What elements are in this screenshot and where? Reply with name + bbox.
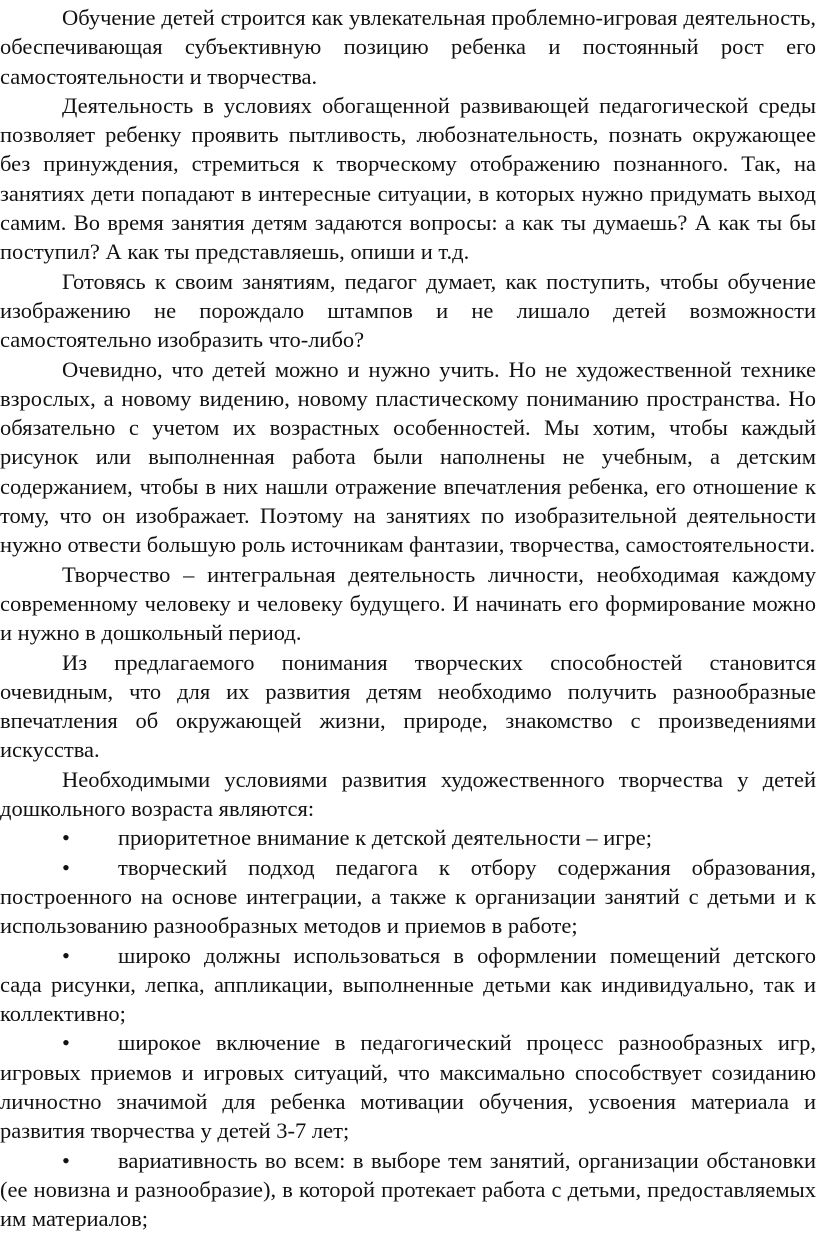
paragraph-1: Обучение детей строится как увлекательная проблемно-игровая деятельность, обеспечивающая субъективную позицию ребенка и постоянный рост его самостоятельности и творчества. [0, 5, 816, 89]
paragraph-6: Из предлагаемого понимания творческих способностей становится очевидным, что для их развития детям необходимо получить разнообразные впечатления об окружающей жизни, природе, знакомство с произведениями искусства. [0, 649, 816, 763]
bullet-item-3 [0, 941, 816, 1029]
bullet-item-4 [0, 1028, 816, 1145]
bullet-icon: • [62, 1147, 70, 1173]
bullet-item-2 [0, 853, 816, 941]
paragraph-3: Готовясь к своим занятиям, педагог думает, как поступить, чтобы обучение изображению не порождало штампов и не лишало детей возможности самостоятельно изобразить что-либо? [0, 268, 816, 353]
bullet-text: широкое включение в педагогический процесс разнообразных игр, игровых приемов и игровых ситуаций, что максимально способствует созиданию личностно значимой для ребенка мотивации обучения, усвоения материала и развития творчества у детей 3-7 лет; [0, 1030, 816, 1144]
paragraph-7: Необходимыми условиями развития художественного творчества у детей дошкольного возраста являются: [0, 766, 816, 822]
bullet-text: приоритетное внимание к детской деятельности – игре; [118, 825, 653, 851]
bullet-item-5 [0, 1146, 816, 1233]
bullet-text: вариативность во всем: в выборе тем занятий, организации обстановки (ее новизна и разнообразие), в которой протекает работа с детьми, предоставляемых им материалов; [0, 1147, 816, 1232]
bullet-icon: • [62, 854, 70, 880]
bullet-icon: • [62, 942, 70, 968]
bullet-icon: • [62, 1030, 70, 1056]
bullet-text: творческий подход педагога к отбору содержания образования, построенного на основе интеграции, а также к организации занятий с детьми и к использованию разнообразных методов и приемов в работе; [0, 854, 816, 939]
paragraph-2: Деятельность в условиях обогащенной развивающей педагогической среды позволяет ребенку проявить пытливость, любознательность, познать окружающее без принуждения, стремиться к творческому отображению познанного. Так, на занятиях дети попадают в интересные ситуации, в которых нужно придумать выход самим. Во время занятия детям задаются вопросы: а как ты думаешь? А как ты бы поступил? А как ты представляешь, опиши и т.д. [0, 92, 816, 265]
paragraph-5: Творчество – интегральная деятельность личности, необходимая каждому современному человеку и человеку будущего. И начинать его формирование можно и нужно в дошкольный период. [0, 561, 816, 646]
paragraph-4: Очевидно, что детей можно и нужно учить. Но не художественной технике взрослых, а новому видению, новому пластическому пониманию пространства. Но обязательно с учетом их возрастных особенностей. Мы хотим, чтобы каждый рисунок или выполненная работа были наполнены не учебным, а детским содержанием, чтобы в них нашли отражение впечатления ребенка, его отношение к тому, что он изображает. Поэтому на занятиях по изобразительной деятельности нужно отвести большую роль источникам фантазии, творчества, самостоятельности. [0, 356, 816, 558]
bullet-item-1 [0, 823, 816, 852]
bullet-icon: • [62, 825, 70, 851]
bullet-text: широко должны использоваться в оформлении помещений детского сада рисунки, лепка, аппликации, выполненные детьми как индивидуально, так и коллективно; [0, 942, 816, 1027]
